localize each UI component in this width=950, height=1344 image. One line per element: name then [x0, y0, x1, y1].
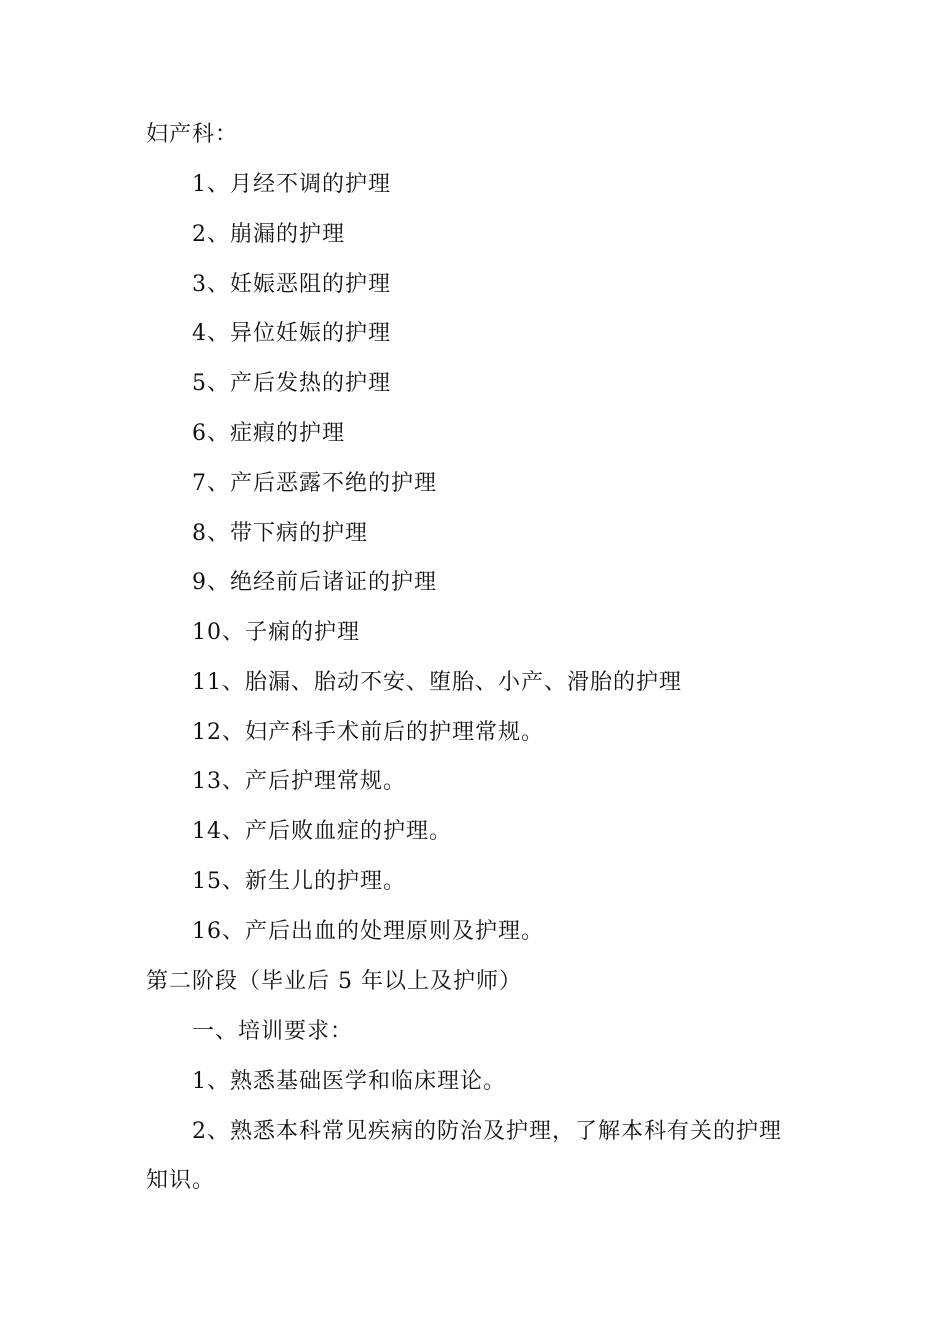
list-item: 9、绝经前后诸证的护理 — [192, 570, 437, 595]
list-item: 1、月经不调的护理 — [192, 172, 391, 197]
requirement-item: 1、熟悉基础医学和临床理论。 — [192, 1069, 506, 1094]
list-item: 5、产后发热的护理 — [192, 371, 391, 396]
list-item: 6、症瘕的护理 — [192, 421, 345, 446]
stage-heading: 第二阶段（毕业后 5 年以上及护师） — [146, 969, 522, 994]
list-item: 16、产后出血的处理原则及护理。 — [192, 919, 544, 944]
list-item: 3、妊娠恶阻的护理 — [192, 272, 391, 297]
requirement-item-continuation: 知识。 — [146, 1168, 216, 1193]
list-item: 2、崩漏的护理 — [192, 222, 345, 247]
requirement-item: 2、熟悉本科常见疾病的防治及护理，了解本科有关的护理 — [192, 1119, 782, 1144]
list-item: 13、产后护理常规。 — [192, 769, 406, 794]
list-item: 12、妇产科手术前后的护理常规。 — [192, 720, 544, 745]
requirements-heading: 一、培训要求： — [192, 1019, 354, 1044]
list-item: 4、异位妊娠的护理 — [192, 321, 391, 346]
list-item: 15、新生儿的护理。 — [192, 869, 406, 894]
list-item: 11、胎漏、胎动不安、堕胎、小产、滑胎的护理 — [192, 670, 682, 695]
list-item: 14、产后败血症的护理。 — [192, 819, 452, 844]
list-item: 10、子痫的护理 — [192, 620, 360, 645]
list-item: 7、产后恶露不绝的护理 — [192, 471, 437, 496]
section-heading: 妇产科： — [146, 122, 239, 147]
list-item: 8、带下病的护理 — [192, 521, 368, 546]
